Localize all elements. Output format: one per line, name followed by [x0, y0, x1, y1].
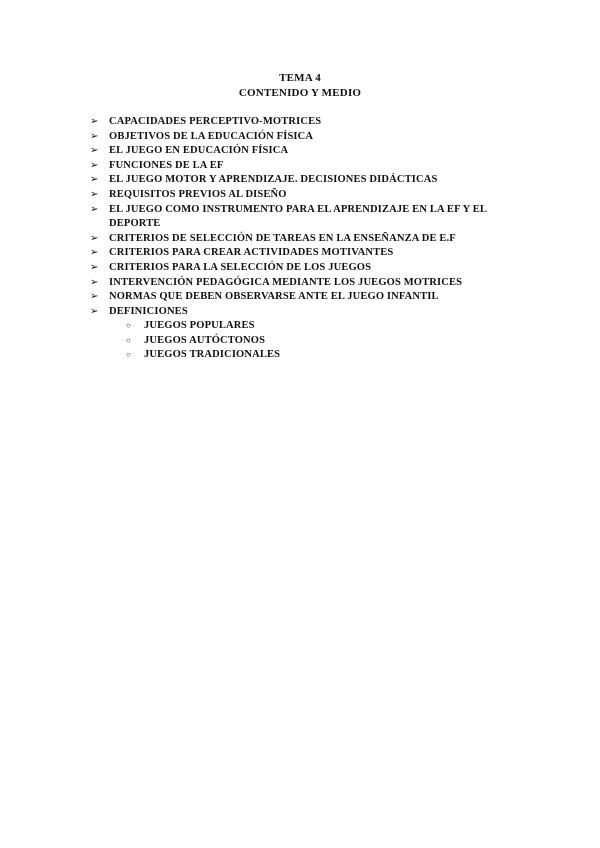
list-item-text: DEFINICIONES [109, 305, 188, 317]
arrow-bullet-icon: ➢ [90, 203, 99, 215]
sub-list-item [126, 319, 546, 334]
sub-list-item-text: JUEGOS AUTÓCTONOS [144, 334, 266, 346]
list-item [90, 232, 510, 247]
page-subtitle: CONTENIDO Y MEDIO [238, 87, 362, 99]
list-item [90, 261, 510, 276]
arrow-bullet-icon: ➢ [90, 232, 99, 244]
list-item [90, 144, 510, 159]
list-item-text: CRITERIOS PARA CREAR ACTIVIDADES MOTIVANTES [109, 247, 394, 259]
list-item [90, 130, 510, 145]
arrow-bullet-icon: ➢ [90, 305, 99, 317]
definitions-sublist [90, 319, 546, 363]
circle-bullet-icon: ○ [126, 321, 131, 330]
list-item [90, 276, 510, 291]
list-item-text: CRITERIOS PARA LA SELECCIÓN DE LOS JUEGOS [109, 261, 372, 273]
sub-list-item-text: JUEGOS POPULARES [144, 320, 255, 331]
topic-list [90, 115, 510, 319]
page-title: TEMA 4 [279, 72, 321, 84]
list-item [90, 188, 510, 203]
list-item [90, 290, 510, 305]
list-item-text: OBJETIVOS DE LA EDUCACIÓN FÍSICA [109, 130, 314, 142]
arrow-bullet-icon: ➢ [90, 261, 99, 273]
list-item-text: EL JUEGO COMO INSTRUMENTO PARA EL APRENDIZAJE EN LA EF Y EL DEPORTE [109, 203, 487, 230]
list-item-text: CRITERIOS DE SELECCIÓN DE TAREAS EN LA ENSEÑANZA DE E.F [109, 232, 456, 244]
sub-list-item-text: JUEGOS TRADICIONALES [144, 349, 281, 361]
arrow-bullet-icon: ➢ [90, 276, 99, 288]
arrow-bullet-icon: ➢ [90, 247, 99, 259]
list-item [90, 203, 510, 232]
list-item [90, 173, 510, 188]
list-item-text: FUNCIONES DE LA EF [109, 159, 224, 171]
arrow-bullet-icon: ➢ [90, 291, 99, 303]
arrow-bullet-icon: ➢ [90, 174, 99, 186]
arrow-bullet-icon: ➢ [90, 116, 99, 127]
arrow-bullet-icon: ➢ [90, 130, 99, 142]
list-item-text: REQUISITOS PREVIOS AL DISEÑO [109, 188, 287, 200]
list-item-text: CAPACIDADES PERCEPTIVO-MOTRICES [109, 116, 322, 127]
circle-bullet-icon: ○ [126, 335, 131, 345]
list-item [90, 246, 510, 261]
list-item-text: NORMAS QUE DEBEN OBSERVARSE ANTE EL JUEGO INFANTIL [109, 291, 439, 303]
sub-list-item [126, 334, 546, 349]
list-item [90, 159, 510, 174]
list-item [90, 305, 510, 320]
arrow-bullet-icon: ➢ [90, 159, 99, 171]
arrow-bullet-icon: ➢ [90, 188, 99, 200]
list-item-text: EL JUEGO EN EDUCACIÓN FÍSICA [109, 145, 289, 157]
list-item [90, 115, 510, 130]
circle-bullet-icon: ○ [126, 350, 131, 360]
sub-list-item [126, 348, 546, 363]
list-item-text: INTERVENCIÓN PEDAGÓGICA MEDIANTE LOS JUEGOS MOTRICES [109, 276, 463, 288]
arrow-bullet-icon: ➢ [90, 145, 99, 157]
list-item-text: EL JUEGO MOTOR Y APRENDIZAJE. DECISIONES DIDÁCTICAS [109, 174, 438, 186]
